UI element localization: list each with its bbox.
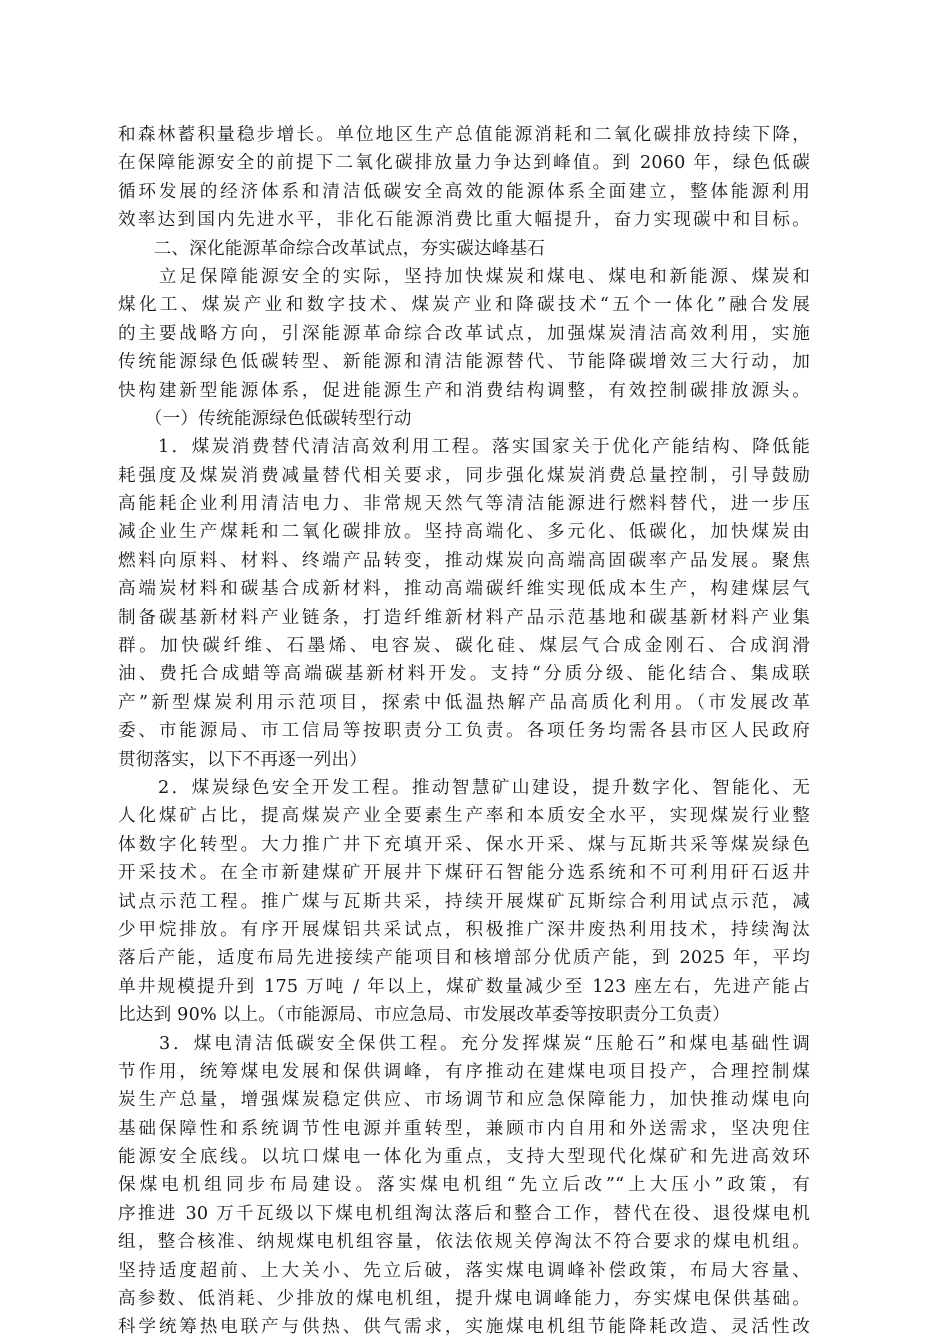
- text-line: 立足保障能源安全的实际，坚持加快煤炭和煤电、煤电和新能源、煤炭和: [118, 266, 810, 287]
- text-line: 比达到 90% 以上。（市能源局、市应急局、市发展改革委等按职责分工负责）: [118, 1005, 730, 1026]
- text-line: 高端炭材料和碳基合成新材料，推动高端碳纤维实现低成本生产，构建煤层气: [118, 579, 810, 600]
- text-line: 委、市能源局、市工信局等按职责分工负责。各项任务均需各县市区人民政府: [118, 721, 810, 742]
- text-line: 试点示范工程。推广煤与瓦斯共采，持续开展煤矿瓦斯综合利用试点示范，减: [118, 891, 810, 912]
- heading-text: 二、深化能源革命综合改革试点，夯实碳达峰基石: [118, 238, 546, 259]
- text-line: 传统能源绿色低碳转型、新能源和清洁能源替代、节能降碳增效三大行动，加: [118, 352, 810, 373]
- subsection-heading-1: [118, 405, 810, 433]
- document-page: [118, 121, 810, 1342]
- text-line: 高参数、低消耗、少排放的煤电机组，提升煤电调峰能力，夯实煤电保供基础。: [118, 1289, 810, 1310]
- text-line: 体数字化转型。大力推广井下充填开采、保水开采、煤与瓦斯共采等煤炭绿色: [118, 834, 810, 855]
- paragraph-item-3: [118, 1030, 810, 1342]
- heading-text: （一）传统能源绿色低碳转型行动: [118, 408, 412, 429]
- text-line: 效率达到国内先进水平，非化石能源消费比重大幅提升，奋力实现碳中和目标。: [118, 210, 810, 231]
- text-line: 1．煤炭消费替代清洁高效利用工程。落实国家关于优化产能结构、降低能: [118, 437, 810, 458]
- text-line: 基础保障性和系统调节性电源并重转型，兼顾市内自用和外送需求，坚决兜住: [118, 1118, 810, 1139]
- text-line: 单井规模提升到 175 万吨 / 年以上，煤矿数量减少至 123 座左右，先进产能占: [118, 976, 810, 997]
- text-line: 开采技术。在全市新建煤矿开展井下煤矸石智能分选系统和不可利用矸石返井: [118, 863, 810, 884]
- text-line: 能源安全底线。以坑口煤电一体化为重点，支持大型现代化煤矿和先进高效环: [118, 1147, 810, 1168]
- text-line: 贯彻落实，以下不再逐一列出）: [118, 749, 368, 770]
- text-line: 耗强度及煤炭消费减量替代相关要求，同步强化煤炭消费总量控制，引导鼓励: [118, 465, 810, 486]
- text-line: 制备碳基新材料产业链条，打造纤维新材料产品示范基地和碳基新材料产业集: [118, 607, 810, 628]
- text-line: 煤化工、煤炭产业和数字技术、煤炭产业和降碳技术“五个一体化”融合发展: [118, 295, 810, 316]
- text-line: 落后产能，适度布局先进接续产能项目和核增部分优质产能，到 2025 年，平均: [118, 948, 810, 969]
- text-line: 高能耗企业利用清洁电力、非常规天然气等清洁能源进行燃料替代，进一步压: [118, 494, 810, 515]
- text-line: 快构建新型能源体系，促进能源生产和消费结构调整，有效控制碳排放源头。: [118, 380, 810, 401]
- paragraph-strategy: [118, 263, 810, 405]
- text-line: 序推进 30 万千瓦级以下煤电机组淘汰落后和整合工作，替代在役、退役煤电机: [118, 1203, 810, 1224]
- text-line: 的主要战略方向，引深能源革命综合改革试点，加强煤炭清洁高效利用，实施: [118, 323, 810, 344]
- text-line: 组，整合核准、纳规煤电机组容量，依法依规关停淘汰不符合要求的煤电机组。: [118, 1232, 810, 1253]
- text-line: 科学统筹热电联产与供热、供气需求，实施煤电机组节能降耗改造、灵活性改: [118, 1317, 810, 1338]
- paragraph-item-2: [118, 774, 810, 1030]
- paragraph-intro-targets: [118, 121, 810, 235]
- text-line: 循环发展的经济体系和清洁低碳安全高效的能源体系全面建立，整体能源利用: [118, 181, 810, 202]
- text-line: 群。加快碳纤维、石墨烯、电容炭、碳化硅、煤层气合成金刚石、合成润滑: [118, 636, 810, 657]
- text-line: 坚持适度超前、上大关小、先立后破，落实煤电调峰补偿政策，布局大容量、: [118, 1260, 810, 1281]
- text-line: 和森林蓄积量稳步增长。单位地区生产总值能源消耗和二氧化碳排放持续下降，: [118, 125, 810, 145]
- paragraph-item-1: [118, 433, 810, 774]
- text-line: 油、费托合成蜡等高端碳基新材料开发。支持“分质分级、能化结合、集成联: [118, 664, 810, 685]
- text-line: 在保障能源安全的前提下二氧化碳排放量力争达到峰值。到 2060 年，绿色低碳: [118, 153, 810, 174]
- text-line: 燃料向原料、材料、终端产品转变，推动煤炭向高端高固碳率产品发展。聚焦: [118, 550, 810, 571]
- text-line: 人化煤矿占比，提高煤炭产业全要素生产率和本质安全水平，实现煤炭行业整: [118, 806, 810, 827]
- text-line: 炭生产总量，增强煤炭稳定供应、市场调节和应急保障能力，加快推动煤电向: [118, 1090, 810, 1111]
- text-line: 减企业生产煤耗和二氧化碳排放。坚持高端化、多元化、低碳化，加快煤炭由: [118, 522, 810, 543]
- section-heading-2: [118, 235, 810, 263]
- text-line: 2．煤炭绿色安全开发工程。推动智慧矿山建设，提升数字化、智能化、无: [118, 777, 810, 798]
- text-line: 产”新型煤炭利用示范项目，探索中低温热解产品高质化利用。（市发展改革: [118, 692, 810, 713]
- text-line: 3．煤电清洁低碳安全保供工程。充分发挥煤炭“压舱石”和煤电基础性调: [118, 1033, 810, 1054]
- text-line: 保煤电机组同步布局建设。落实煤电机组“先立后改”“上大压小”政策，有: [118, 1175, 810, 1196]
- text-line: 少甲烷排放。有序开展煤铝共采试点，积极推广深井废热利用技术，持续淘汰: [118, 919, 810, 940]
- text-line: 节作用，统筹煤电发展和保供调峰，有序推动在建煤电项目投产，合理控制煤: [118, 1061, 810, 1082]
